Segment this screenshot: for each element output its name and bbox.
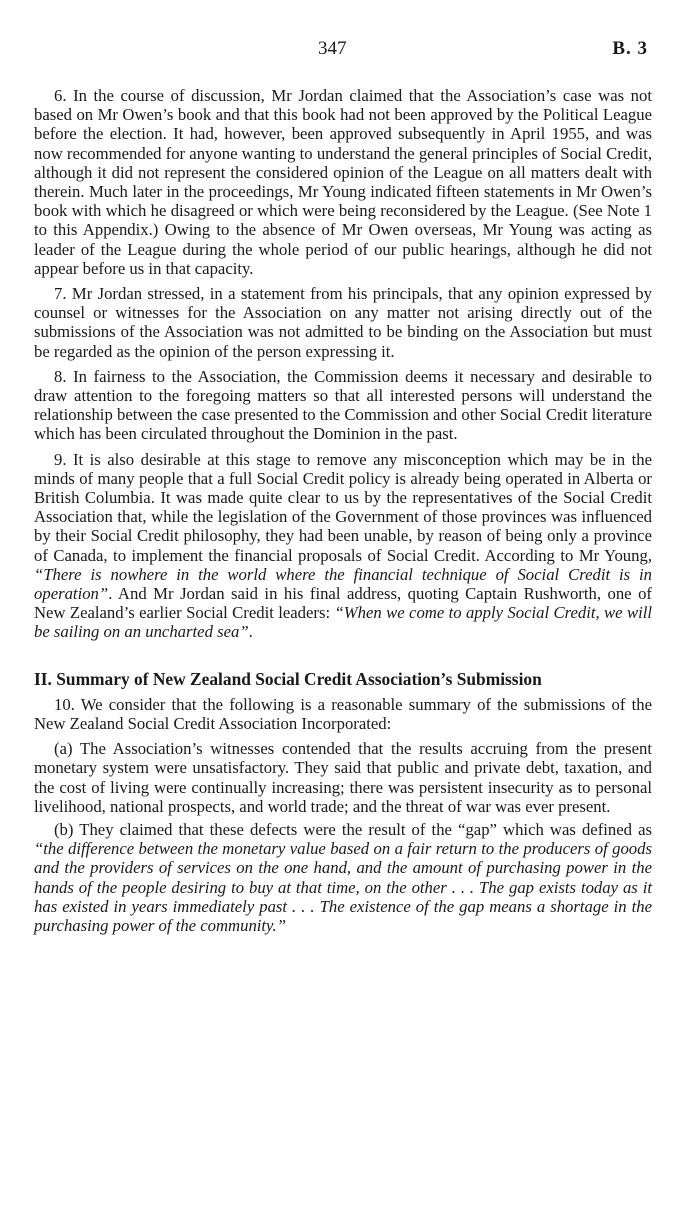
paragraph-9-text-a: 9. It is also desirable at this stage to remove any misconception which may be in the minds of many people that a full Social Credit policy is already being operated in Alberta or British Columbia. It was made quite clear to us by the representatives of the Social Credit Association that, while the legislation of the Government of those provinces was influenced by their Social Credit philosophy, they had been unable, by reason of being only a province of Canada, to implement the financial proposals of Social Credit. According to Mr Young,: [34, 449, 652, 565]
section-heading: II. Summary of New Zealand Social Credit Association’s Submission: [34, 668, 542, 689]
subparagraph-b: [34, 820, 652, 935]
section-code: B. 3: [612, 38, 648, 59]
subparagraph-a: (a) The Association’s witnesses contended that the results accruing from the present monetary system were unsatisfactory. They said that public and private debt, taxation, and the cost of living were continually increasing; there was persistent insecurity as to personal livelihood, national prospects, and world trade; and the threat of war was ever present.: [34, 739, 652, 816]
page-number: 347: [318, 38, 347, 59]
page-header: [0, 38, 700, 64]
paragraph-7: 7. Mr Jordan stressed, in a statement from his principals, that any opinion expressed by counsel or witnesses for the Association on any matter not arising directly out of the submissions of the Association was not admitted to be binding on the Association but must be regarded as the opinion of the person expressing it.: [34, 284, 652, 361]
paragraph-10: 10. We consider that the following is a reasonable summary of the submissions of the New Zealand Social Credit Association Incorporated:: [34, 694, 652, 733]
paragraph-9-text-c: .: [248, 622, 253, 642]
subparagraph-b-text: (b) They claimed that these defects were the result of the “gap” which was defined as: [54, 819, 652, 839]
paragraph-9: [34, 450, 652, 642]
paragraph-8: 8. In fairness to the Association, the Commission deems it necessary and desirable to draw attention to the foregoing matters so that all interested persons will understand the relationship between the case presented to the Commission and other Social Credit literature which has been circulated throughout the Dominion in the past.: [34, 366, 652, 444]
paragraph-9-text-b: . And Mr Jordan said in his final address, quoting Captain Rushworth, one of New Zealand’s earlier Social Credit leaders:: [34, 584, 652, 623]
paragraph-6: 6. In the course of discussion, Mr Jordan claimed that the Association’s case was not based on Mr Owen’s book and that this book had not been approved by the Political League before the election. It had, however, been approved subsequently in April 1955, and was now recommended for anyone wanting to understand the general principles of Social Credit, although it did not represent the considered opinion of the League on all matters dealt with therein. Much later in the proceedings, Mr Young indicated fifteen statements in Mr Owen’s book with which he disagreed or which were being reconsidered by the League. (See Note 1 to this Appendix.) Owing to the absence of Mr Owen overseas, Mr Young was acting as leader of the League during the whole period of our public hearings, although he did not appear before us in that capacity.: [34, 86, 652, 278]
body-text: [34, 86, 652, 939]
young-quote: “There is nowhere in the world where the financial technique of Social Credit is in operation”: [34, 564, 652, 604]
gap-definition-quote: “the difference between the monetary value based on a fair return to the producers of goods and the providers of services on the one hand, and the amount of purchasing power in the hands of the people desiring to buy at that time, on the other . . . The gap exists today as it has existed in years immediately past . . . The existence of the gap means a shortage in the purchasing power of the community.”: [34, 839, 652, 935]
rushworth-quote: “When we come to apply Social Credit, we will be sailing on an uncharted sea”: [34, 603, 652, 642]
